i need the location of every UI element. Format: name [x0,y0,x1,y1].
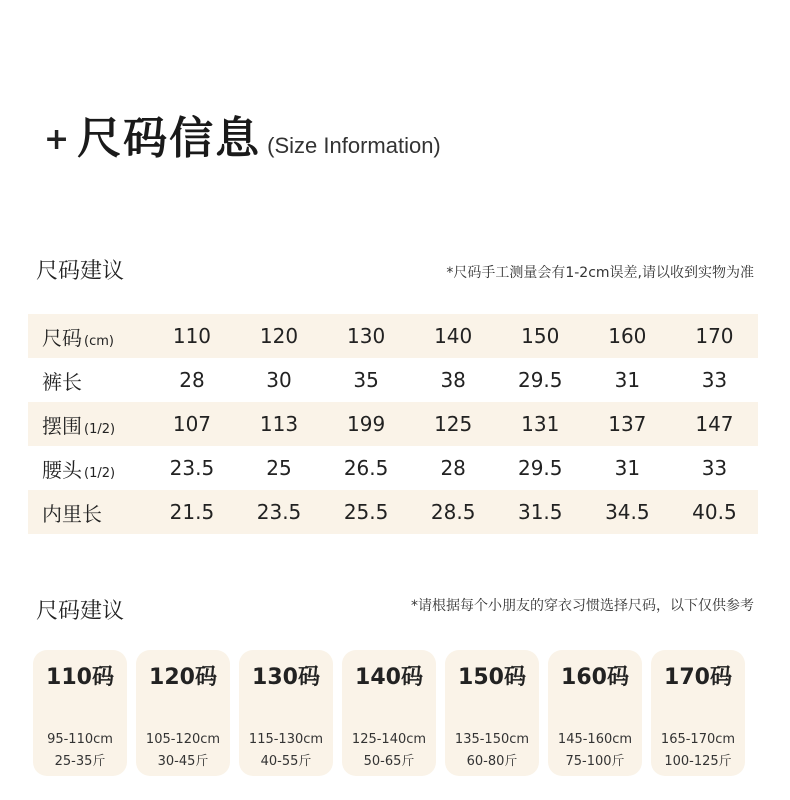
card-weight-range: 60-80斤 [466,754,518,769]
table-row [28,490,758,534]
table-cell: 38 [440,368,466,392]
card-weight-range: 75-100斤 [565,754,625,769]
row-label [28,402,148,446]
card-size: 130码 [252,665,320,690]
table-cell: 28.5 [410,490,497,534]
page-title [44,102,441,166]
table-cell: 30 [266,368,292,392]
table-cell: 23.5 [235,490,322,534]
table-cell: 150 [497,314,584,358]
table-cell: 147 [671,402,758,446]
table-cell: 140 [410,314,497,358]
row-label-text: 摆围 [42,413,82,438]
size-cards-note: *请根据每个小朋友的穿衣习惯选择尺码，以下仅供参考 [411,598,754,614]
row-label-text: 裤长 [42,369,82,394]
row-label [28,314,148,358]
size-card [651,650,745,776]
plus-icon: + [44,122,70,157]
row-label-unit: (1/2) [84,465,116,481]
card-size: 140码 [355,665,423,690]
table-cell: 28 [179,368,205,392]
table-cell: 29.5 [517,456,563,480]
card-size: 120码 [149,665,217,690]
size-cards-heading: 尺码建议 [36,599,125,624]
card-height-range: 165-170cm [660,732,736,747]
size-table-note: *尺码手工测量会有1-2cm误差,请以收到实物为准 [446,265,754,281]
table-cell: 125 [410,402,497,446]
card-height-range: 145-160cm [557,732,633,747]
row-label-unit: (cm) [84,333,114,349]
card-weight-range: 100-125斤 [664,754,732,769]
row-label-text: 尺码 [42,325,82,350]
card-height-range: 105-120cm [145,732,221,747]
table-cell: 28 [440,456,466,480]
size-card-list [33,650,754,776]
table-row [28,358,758,402]
table-cell: 25.5 [323,490,410,534]
card-weight-range: 25-35斤 [54,754,106,769]
size-card [342,650,436,776]
size-card [33,650,127,776]
table-cell: 107 [148,402,235,446]
card-height-range: 135-150cm [454,732,530,747]
table-row [28,314,758,358]
size-card [239,650,333,776]
row-label-unit: (1/2) [84,421,116,437]
table-cell: 25 [266,456,292,480]
table-cell: 23.5 [169,456,215,480]
title-chinese: 尺码信息 [77,113,262,164]
table-cell: 31 [614,456,641,480]
table-cell: 21.5 [148,490,235,534]
size-table-heading: 尺码建议 [36,259,125,284]
table-cell: 31 [614,368,641,392]
table-cell: 130 [323,314,410,358]
table-cell: 40.5 [671,490,758,534]
size-card [136,650,230,776]
table-cell: 26.5 [343,456,389,480]
size-card [548,650,642,776]
table-cell: 137 [584,402,671,446]
table-cell: 33 [701,456,728,480]
row-label [28,358,148,402]
table-cell: 33 [701,368,728,392]
row-label-text: 内里长 [42,501,102,526]
table-cell: 110 [148,314,235,358]
size-table [28,314,758,534]
table-cell: 199 [323,402,410,446]
card-height-range: 95-110cm [47,732,113,747]
card-weight-range: 50-65斤 [363,754,415,769]
card-size: 150码 [458,665,526,690]
table-cell: 29.5 [517,368,563,392]
card-size: 110码 [46,665,114,690]
table-row [28,402,758,446]
table-row [28,446,758,490]
card-height-range: 125-140cm [351,732,427,747]
table-cell: 120 [235,314,322,358]
card-weight-range: 30-45斤 [157,754,209,769]
table-cell: 31.5 [497,490,584,534]
row-label [28,446,148,490]
table-cell: 35 [353,368,379,392]
card-height-range: 115-130cm [248,732,324,747]
card-size: 160码 [561,665,629,690]
table-cell: 170 [671,314,758,358]
row-label [28,490,148,534]
card-size: 170码 [664,665,732,690]
title-english: (Size Information) [267,133,441,158]
table-cell: 131 [497,402,584,446]
table-cell: 34.5 [584,490,671,534]
size-card [445,650,539,776]
table-cell: 113 [235,402,322,446]
card-weight-range: 40-55斤 [260,754,312,769]
row-label-text: 腰头 [42,457,82,482]
table-cell: 160 [584,314,671,358]
